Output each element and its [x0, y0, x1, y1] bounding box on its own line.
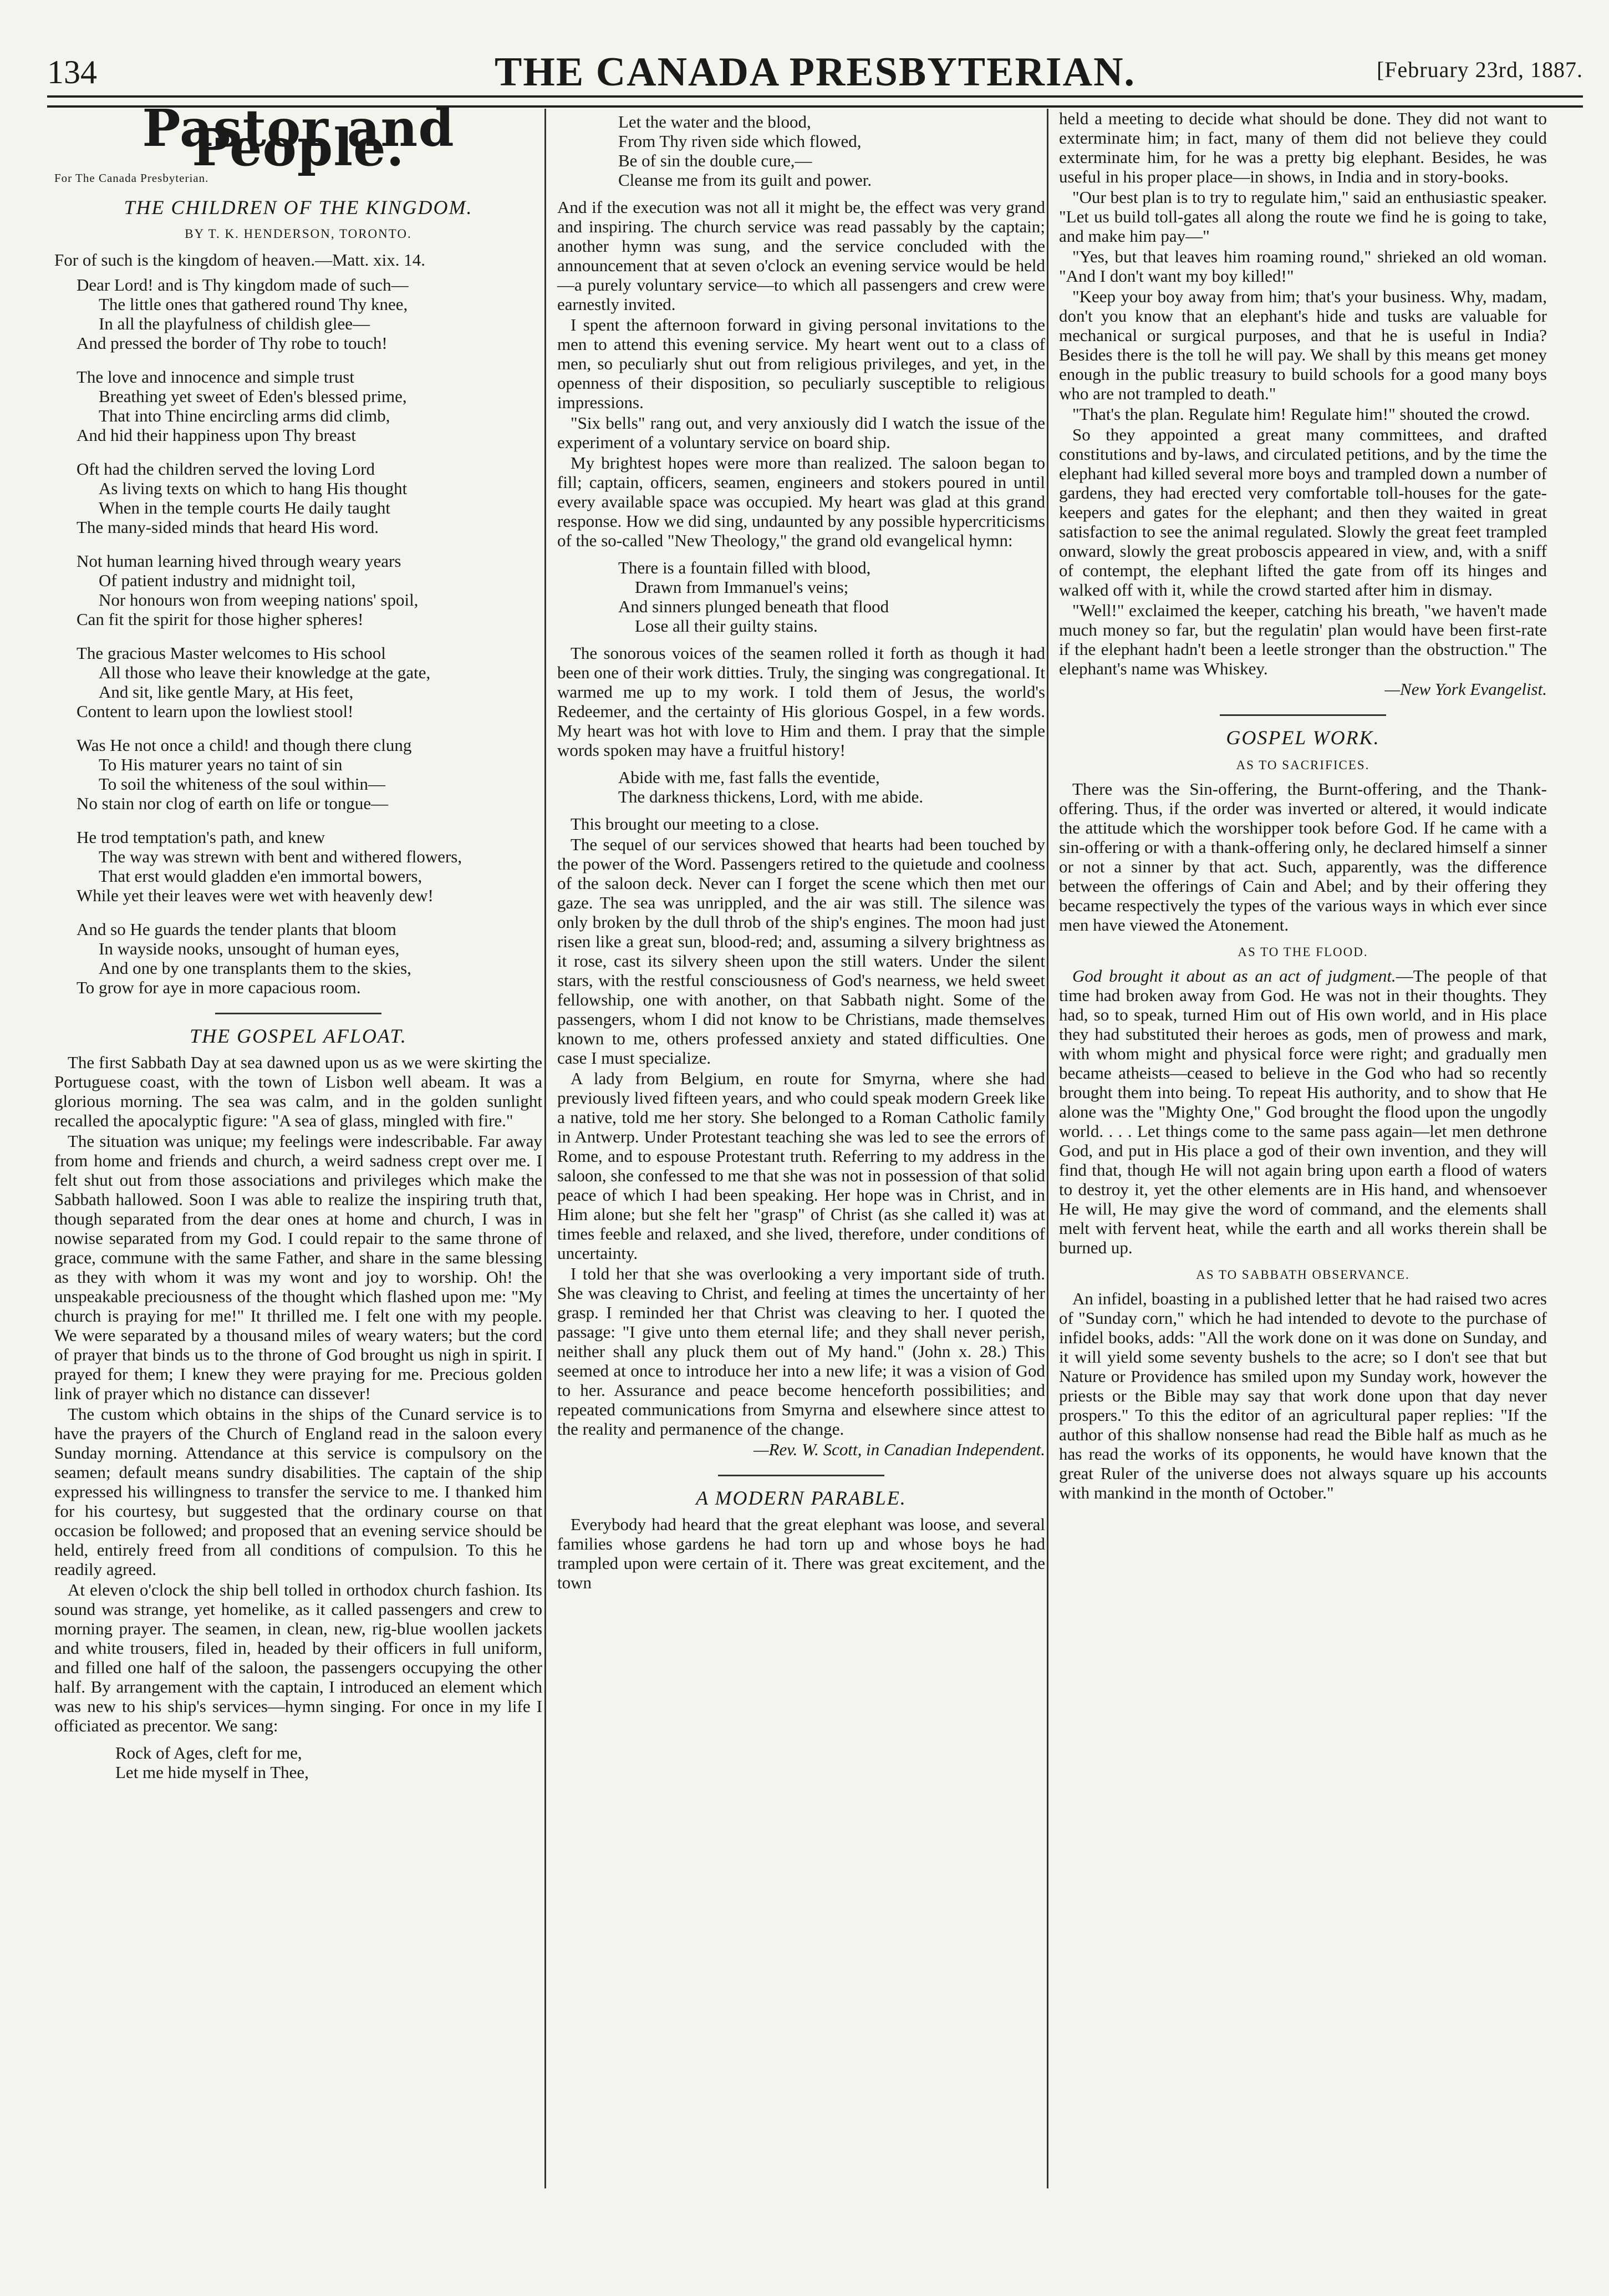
subheading: AS TO SABBATH OBSERVANCE. — [1196, 1268, 1410, 1282]
paragraph: This brought our meeting to a close. — [571, 814, 819, 834]
paragraph: "Keep your boy away from him; that's your business. Why, madam, don't you know that an elephant's hide and tusks are valuable for mechanical or surgical purposes, and that he is useful in India? Besides there is the toll he will pay. We shall by this means get money enough in the public treasury to build schools for a good many boys who are not trampled to death." — [1059, 287, 1547, 403]
paragraph: "Yes, but that leaves him roaming round," shrieked an old woman. "And I don't want my boy killed!" — [1059, 247, 1547, 286]
poem-stanza — [54, 275, 542, 353]
paragraph: The custom which obtains in the ships of the Cunard service is to have the prayers of the Church of England read in the saloon every Sunday morning. Attendance at this service is compulsory on the seamen; default means sundry disabilities. The captain of the ship expressed his willingness to transfer the service to me. I thanked him for his courtesy, but suggested that the ordinary course on that occasion be followed; and proposed that an evening service should be held, entirely freed from all conditions of compulsion. To this he readily agreed. — [54, 1404, 542, 1579]
verse-line: And hid their happiness upon Thy breast — [77, 425, 356, 445]
poem-stanza — [54, 735, 542, 813]
hymn-line: The darkness thickens, Lord, with me abide. — [618, 787, 924, 806]
paragraph: The situation was unique; my feelings were indescribable. Far away from home and friends and church, a weird sadness crept over me. I felt shut out from those associations and privileges which make the Sabbath hallowed. Soon I was able to realize the inspiring truth that, though separated from the dear ones at home and church, I was in nowise separated from my God. I could repair to the same throne of grace, commune with the same Father, and share in the same blessing as they with whom it was my wont and joy to worship. Oh! the unspeakable preciousness of the thought which flashed upon me: "My church is praying for me!" It thrilled me. I felt one with my people. We were separated by a thousand miles of weary waters; but the cord of prayer that binds us to the throne of God brought us nigh in spirit. I prayed for them; I knew they were praying for me. Precious golden link of prayer which no distance can dissever! — [54, 1131, 542, 1403]
paragraph: "Six bells" rang out, and very anxiously did I watch the issue of the experiment of a voluntary service on board ship. — [557, 413, 1045, 452]
verse-line: And pressed the border of Thy robe to touch! — [77, 333, 388, 353]
hymn-line: Cleanse me from its guilt and power. — [618, 170, 872, 190]
hymn-quote — [115, 1743, 542, 1782]
subheading: AS TO THE FLOOD. — [1238, 945, 1368, 959]
verse-line: The way was strewn with bent and withered flowers, — [99, 847, 462, 866]
issue-date: [February 23rd, 1887. — [1376, 57, 1583, 82]
verse-line: The many-sided minds that heard His word. — [77, 517, 379, 537]
poem-epigraph: For of such is the kingdom of heaven.—Matt. xix. 14. — [54, 250, 425, 270]
column-rule-2 — [1047, 109, 1048, 2188]
verse-line: The little ones that gathered round Thy knee, — [99, 294, 408, 314]
verse-line: All those who leave their knowledge at the gate, — [99, 663, 431, 682]
paragraph: I spent the afternoon forward in giving personal invitations to the men to attend this evening service. My heart went out to a class of men, so peculiarly shut out from religious privileges, and yet, in the openness of their disposition, so peculiarly susceptible to religious impressions. — [557, 315, 1045, 412]
hymn-quote — [618, 768, 1045, 806]
article-divider — [215, 1013, 381, 1014]
section-heading: Pastor and People. — [142, 98, 455, 177]
column-2 — [557, 109, 1045, 1593]
verse-line: Breathing yet sweet of Eden's blessed prime, — [99, 387, 407, 406]
verse-line: To His maturer years no taint of sin — [99, 755, 343, 774]
paragraph: The first Sabbath Day at sea dawned upon us as we were skirting the Portuguese coast, with the town of Lisbon well abeam. It was a glorious morning. The sea was calm, and in the golden sunlight recalled the apocalyptic figure: "A sea of glass, mingled with fire." — [54, 1053, 542, 1130]
hymn-quote — [618, 112, 1045, 190]
column-3 — [1059, 109, 1547, 1503]
paragraph: At eleven o'clock the ship bell tolled in orthodox church fashion. Its sound was strange, yet homelike, as it called passengers and crew to morning prayer. The seamen, in clean, new, rig-blue woollen jackets and white trousers, filed in, headed by their officers in full uniform, and filled one half of the saloon, the passengers occupying the other half. By arrangement with the captain, I introduced an element which was new to his ship's services—hymn singing. For once in my life I officiated as precentor. We sang: — [54, 1580, 542, 1735]
verse-line: Not human learning hived through weary years — [77, 551, 401, 571]
verse-line: And one by one transplants them to the skies, — [99, 958, 411, 978]
poem-byline: BY T. K. HENDERSON, TORONTO. — [185, 227, 412, 241]
verse-line: When in the temple courts He daily taught — [99, 498, 390, 517]
poem-stanza — [54, 827, 542, 905]
page-number: 134 — [47, 54, 97, 90]
poem-stanza — [54, 643, 542, 721]
verse-line: Was He not once a child! and though there clung — [77, 735, 412, 755]
article-divider — [718, 1475, 884, 1476]
paragraph: A lady from Belgium, en route for Smyrna, where she had previously lived fifteen years, and who could speak modern Greek like a native, told me her story. She belonged to a Roman Catholic family in Antwerp. Under Protestant teaching she was led to see the errors of Rome, and to espouse Protestant truth. Referring to my address in the saloon, she confessed to me that she was not in possession of that solid peace of which I had been speaking. Her hope was in Christ, and in Him alone; but she felt her "grasp" of Christ (as she called it) was at times feeble and relaxed, and she lived, therefore, under conditions of uncertainty. — [557, 1069, 1045, 1263]
poem-stanza — [54, 551, 542, 629]
paragraph: I told her that she was overlooking a very important side of truth. She was cleaving to Christ, and feeling at times the uncertainty of her grasp. I reminded her that Christ was cleaving to her. I quoted the passage: "I give unto them eternal life; and they shall never perish, neither shall any pluck them out of My hand." (John x. 28.) This seemed at once to introduce her into a new life; it was a vision of God to her. Assurance and peace become henceforth possibilities; and repeated communications from Smyrna and elsewhere since attest to the reality and permanence of the change. — [557, 1264, 1045, 1439]
poem-stanza — [54, 920, 542, 997]
verse-line: Dear Lord! and is Thy kingdom made of such— — [77, 275, 409, 294]
verse-line: To grow for aye in more capacious room. — [77, 978, 361, 997]
article-signature: —Rev. W. Scott, in Canadian Independent. — [753, 1440, 1045, 1459]
verse-line: The gracious Master welcomes to His school — [77, 643, 386, 663]
verse-line: And sit, like gentle Mary, at His feet, — [99, 682, 354, 702]
verse-line: Oft had the children served the loving Lord — [77, 459, 375, 479]
masthead: THE CANADA PRESBYTERIAN. — [494, 49, 1136, 95]
paragraph: And if the execution was not all it might be, the effect was very grand and inspiring. The church service was read passably by the captain; another hymn was sung, and the service concluded with the announcement that at seven o'clock an evening service would be held—a purely voluntary service—to which all passengers and crew were earnestly invited. — [557, 197, 1045, 314]
paragraph: Everybody had heard that the great elephant was loose, and several families whose gardens he had torn up and whose boys he had trampled upon were certain of it. There was great excitement, and the town — [557, 1515, 1045, 1592]
paragraph: "Well!" exclaimed the keeper, catching his breath, "we haven't made much money so far, but the regulatin' plan would have been first-rate if the elephant hadn't been a leetle stronger than the obstruction." The elephant's name was Whiskey. — [1059, 601, 1547, 678]
paragraph: An infidel, boasting in a published letter that he had raised two acres of "Sunday corn," which he had intended to devote to the purchase of infidel books, adds: "All the work done on it was done on Sunday, and it will yield some seventy bushels to the acre; so I don't see that but Nature or Providence has smiled upon my Sunday work, however the priests or the Bible may say that work done upon that day never prospers." To this the editor of an agricultural paper replies: "If the author of this shallow nonsense had read the Bible half as much as he has read the works of its opponents, he would have known that the great Ruler of the universe does not always square up his accounts with mankind in the month of October." — [1059, 1289, 1547, 1502]
paragraph: My brightest hopes were more than realized. The saloon began to fill; captain, officers, seamen, engineers and stokers poured in until every available space was occupied. My heart was glad at this grand response. How we did sing, undaunted by any possible hypercriticisms of the so-called "New Theology," the grand old evangelical hymn: — [557, 453, 1045, 550]
verse-line: As living texts on which to hang His thought — [99, 479, 408, 498]
poem-title: THE CHILDREN OF THE KINGDOM. — [124, 196, 473, 219]
column-1 — [54, 98, 542, 1790]
paragraph-body: —The people of that time had broken away from God. He was not in their thoughts. They had, so to speak, turned Him out of His own world, and in His place they had substituted their heroes as gods, men of prowess and mark, with whom might and physical force were right; and gradually men became atheists—ceased to believe in the God who had so recently brought them into being. To repeat His authority, and to show that He alone was the "Mighty One," God brought the flood upon the ungodly world. . . . Let things come to the same pass again—let men dethrone God, and put in His place a god of their own invention, and they will find that, though He will not again bring upon earth a flood of waters to destroy it, yet the other elements are in His hand, and whensoever He will, He may give the word of command, and the elements shall melt with fervent heat, while the earth and all works therein shall be burned up. — [1059, 966, 1547, 1257]
hymn-line: Be of sin the double cure,— — [618, 151, 812, 170]
paragraph: "That's the plan. Regulate him! Regulate him!" shouted the crowd. — [1072, 404, 1530, 424]
article-signature: —New York Evangelist. — [1384, 679, 1547, 699]
paragraph: The sequel of our services showed that hearts had been touched by the power of the Word. Passengers retired to the quietude and coolness of the saloon deck. Never can I forget the scene which then met our gaze. The sea was unrippled, and the air was still. The silence was only broken by the dull throb of the ship's engines. The moon had just risen like a great sun, blood-red; and, assuming a silvery brightness as it rose, cast its silvery sheen upon the still waters. Under the silent stars, with the restful consciousness of God's nearness, we held sweet fellowship, one with another, on that Sabbath night. Some of the passengers, whom I did not know to be Christians, made themselves known to me, others professed anxiety and stated difficulties. One case I must specialize. — [557, 835, 1045, 1068]
paragraph: There was the Sin-offering, the Burnt-offering, and the Thank-offering. Thus, if the order was inverted or altered, it would indicate the attitude which the worshipper took before God. If he came with a sin-offering or with a thank-offering only, he declared himself a sinner or not a sinner by that act. Such, apparently, was the difference between the offerings of Cain and Abel; and by their offering they became respectively the types of the various ways in which ever since men have viewed the Atonement. — [1059, 779, 1547, 934]
verse-line: Nor honours won from weeping nations' spoil, — [99, 590, 419, 609]
hymn-quote — [618, 558, 1045, 636]
verse-line: In all the playfulness of childish glee— — [99, 314, 370, 333]
verse-line: Content to learn upon the lowliest stool! — [77, 702, 354, 721]
hymn-line: Drawn from Immanuel's veins; — [635, 577, 849, 597]
poem-stanza — [54, 459, 542, 537]
hymn-line: And sinners plunged beneath that flood — [618, 597, 889, 616]
paragraph: "Our best plan is to try to regulate him," said an enthusiastic speaker. "Let us build toll-gates all along the route we find he is going to take, and make him pay—" — [1059, 187, 1547, 246]
verse-line: That into Thine encircling arms did climb, — [99, 406, 390, 425]
verse-line: Of patient industry and midnight toil, — [99, 571, 356, 590]
hymn-line: Lose all their guilty stains. — [635, 616, 818, 636]
paragraph — [1059, 966, 1547, 1257]
verse-line: No stain nor clog of earth on life or tongue— — [77, 794, 389, 813]
verse-line: In wayside nooks, unsought of human eyes, — [99, 939, 400, 958]
paragraph-lead: God brought it about as an act of judgment. — [1072, 966, 1396, 986]
verse-line: The love and innocence and simple trust — [77, 367, 355, 387]
verse-line: And so He guards the tender plants that bloom — [77, 920, 396, 939]
paragraph: So they appointed a great many committees, and drafted constitutions and by-laws, and circulated petitions, and by the time the elephant had killed several more boys and trampled down a number of gardens, they had erected very comfortable toll-houses for the gate-keepers and gates for the elephant; and then they waited in great satisfaction to see the animal regulated. Slowly the great feet trampled onward, slowly the great proboscis appeared in view, and, with a sniff of contempt, the elephant lifted the gate from off its hinges and walked off with it, while the crowd started after him in dismay. — [1059, 425, 1547, 600]
verse-line: That erst would gladden e'en immortal bowers, — [99, 866, 422, 886]
verse-line: He trod temptation's path, and knew — [77, 827, 325, 847]
hymn-line: There is a fountain filled with blood, — [618, 558, 871, 577]
article-divider — [1220, 714, 1386, 716]
hymn-line: Let the water and the blood, — [618, 112, 811, 131]
verse-line: To soil the whiteness of the soul within— — [99, 774, 386, 794]
subheading: AS TO SACRIFICES. — [1236, 758, 1370, 772]
verse-line: While yet their leaves were wet with heavenly dew! — [77, 886, 434, 905]
hymn-line: Let me hide myself in Thee, — [115, 1762, 309, 1782]
paragraph: The sonorous voices of the seamen rolled it forth as though it had been one of their work ditties. Truly, the singing was congregational. It warmed me up to my work. I told them of Jesus, the world's Redeemer, and the certainty of His glorious Gospel, in a few words. My heart was hot with love to Him and them. I pray that the simple words spoken may have a fruitful history! — [557, 643, 1045, 760]
hymn-line: Abide with me, fast falls the eventide, — [618, 768, 880, 787]
article-title: GOSPEL WORK. — [1226, 727, 1380, 749]
column-rule-1 — [544, 109, 546, 2188]
verse-line: Can fit the spirit for those higher spheres! — [77, 609, 364, 629]
poem-stanza — [54, 367, 542, 445]
paragraph: held a meeting to decide what should be done. They did not want to exterminate him; in fact, many of them did not believe they could exterminate him, for he was a pretty big elephant. Besides, he was useful in his proper place—in shows, in India and in story-books. — [1059, 109, 1547, 186]
article-title: A MODERN PARABLE. — [696, 1487, 907, 1509]
hymn-line: Rock of Ages, cleft for me, — [115, 1743, 302, 1762]
hymn-line: From Thy riven side which flowed, — [618, 131, 862, 151]
article-title: THE GOSPEL AFLOAT. — [190, 1025, 407, 1047]
for-line: For The Canada Presbyterian. — [54, 171, 209, 185]
